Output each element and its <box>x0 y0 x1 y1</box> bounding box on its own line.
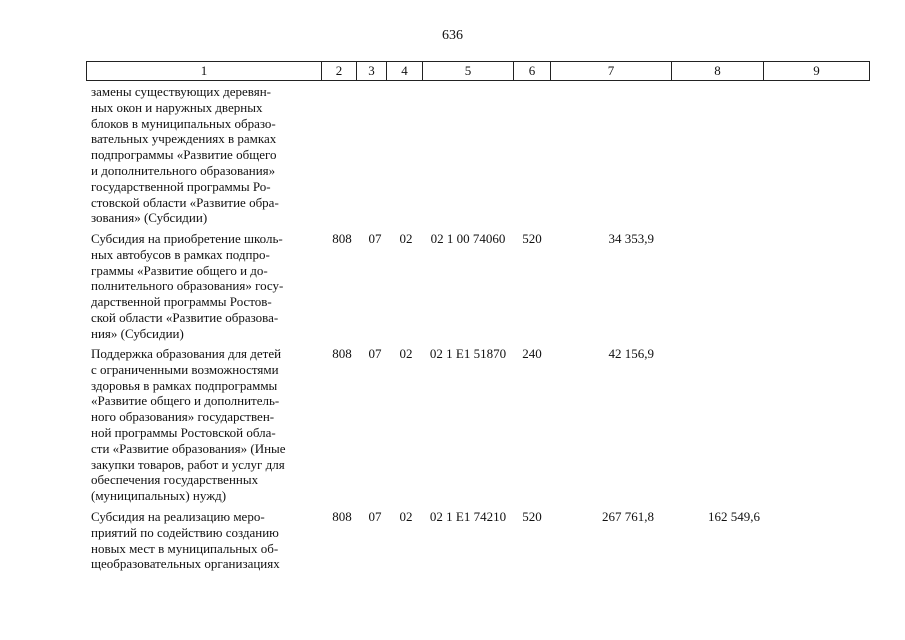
cell-col5: 02 1 00 74060 <box>430 231 506 246</box>
cell-col2: 808 <box>332 509 352 524</box>
cell-col6: 520 <box>522 231 542 246</box>
column-header-8: 8 <box>672 62 764 80</box>
cell-col8: 162 549,6 <box>708 509 760 524</box>
cell-col3: 07 <box>368 346 382 361</box>
cell-col4: 02 <box>399 346 413 361</box>
table-row-description: Поддержка образования для детей с ограниченными возможностями здоровья в рамках подпрограммы «Развитие общего и дополнитель- ного образования» государствен- ной программы Ростовской обла- сти «Развитие образования» (Иные закупки товаров, работ и услуг для обеспечения государственных (муниципальных) нужд) <box>91 346 286 504</box>
column-header-4: 4 <box>387 62 423 80</box>
cell-col3: 07 <box>368 231 382 246</box>
column-header-7: 7 <box>551 62 672 80</box>
cell-col7: 42 156,9 <box>608 346 654 361</box>
cell-col7: 267 761,8 <box>602 509 654 524</box>
table-row-description: Субсидия на реализацию меро- приятий по содействию созданию новых мест в муниципальных об- щеобразовательных организациях <box>91 509 280 572</box>
column-header-3: 3 <box>357 62 387 80</box>
cell-col2: 808 <box>332 231 352 246</box>
cell-col3: 07 <box>368 509 382 524</box>
cell-col7: 34 353,9 <box>608 231 654 246</box>
page-number: 636 <box>442 28 463 43</box>
cell-col5: 02 1 E1 74210 <box>429 509 507 524</box>
cell-col6: 520 <box>522 509 542 524</box>
column-header-1: 1 <box>87 62 322 80</box>
cell-col4: 02 <box>399 509 413 524</box>
cell-col6: 240 <box>522 346 542 361</box>
table-row-description: Субсидия на приобретение школь- ных автобусов в рамках подпро- граммы «Развитие общего и до- полнительного образования» госу- дарственной программы Ростов- ской области «Развитие образова- ния» (Субсидии) <box>91 231 284 341</box>
column-header-9: 9 <box>813 63 820 78</box>
column-header-2: 2 <box>322 62 357 80</box>
column-header-6: 6 <box>514 62 551 80</box>
table-header <box>86 61 870 81</box>
cell-col2: 808 <box>332 346 352 361</box>
column-header-5: 5 <box>423 62 514 80</box>
table-row-description: замены существующих деревян- ных окон и наружных дверных блоков в муниципальных образо- вательных учреждениях в рамках подпрограммы «Развитие общего и дополнительного образования» государственной программы Ро- стовской области «Развитие обра- зования» (Субсидии) <box>91 84 279 226</box>
cell-col4: 02 <box>399 231 413 246</box>
cell-col5: 02 1 E1 51870 <box>429 346 507 361</box>
